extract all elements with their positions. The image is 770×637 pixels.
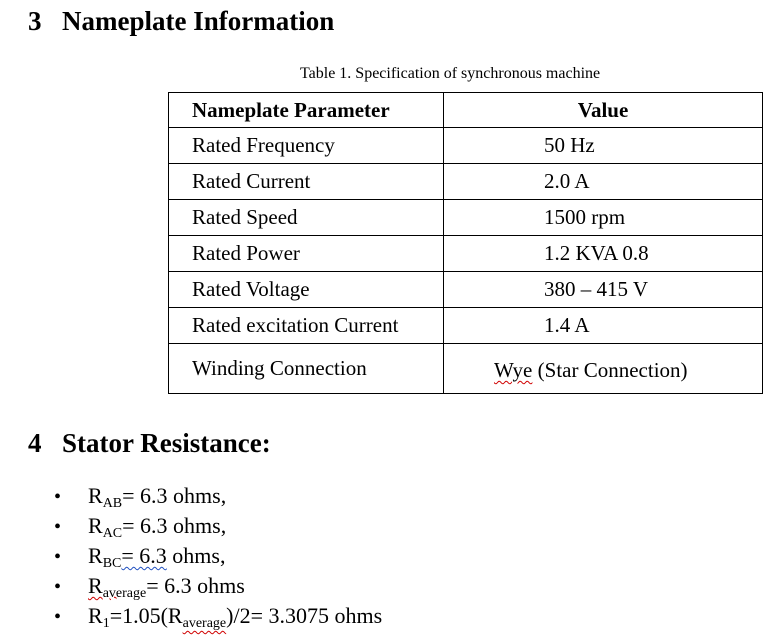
nameplate-table <box>168 92 763 394</box>
param-cell: Rated Power <box>169 236 444 272</box>
subscript: average <box>182 616 227 631</box>
spellcheck-word <box>88 573 147 601</box>
param-cell: Winding Connection <box>169 344 444 394</box>
value-cell: 1500 rpm <box>444 200 763 236</box>
param-cell: Rated Frequency <box>169 128 444 164</box>
section-number: 4 <box>28 428 42 458</box>
list-item <box>54 481 382 511</box>
param-cell: Rated Voltage <box>169 272 444 308</box>
symbol: R <box>88 603 103 628</box>
list-item <box>54 511 382 541</box>
value-cell: 2.0 A <box>444 164 763 200</box>
section-number: 3 <box>28 6 42 36</box>
symbol: R <box>88 573 103 598</box>
table-row <box>169 200 763 236</box>
value-cell <box>444 344 763 394</box>
bullet-icon: • <box>54 606 62 628</box>
value-text: ohms, <box>166 543 226 568</box>
list-item <box>54 571 382 601</box>
value-cell: 380 – 415 V <box>444 272 763 308</box>
section-4-heading <box>28 428 271 459</box>
subscript: AC <box>102 526 123 541</box>
value-text: = 6.3 ohms <box>146 573 245 598</box>
section-title: Stator Resistance: <box>62 428 271 458</box>
table-row <box>169 272 763 308</box>
list-item <box>54 541 382 571</box>
param-cell: Rated Speed <box>169 200 444 236</box>
header-value: Value <box>444 93 763 128</box>
value-text: )/2= 3.3075 ohms <box>226 603 383 628</box>
value-text: =1.05(R <box>109 603 183 628</box>
table-caption: Table 1. Specification of synchronous machine <box>300 65 601 82</box>
table-row <box>169 164 763 200</box>
param-cell: Rated excitation Current <box>169 308 444 344</box>
bullet-icon: • <box>54 546 62 568</box>
table-row <box>169 308 763 344</box>
bullet-icon: • <box>54 516 62 538</box>
value-cell: 1.2 KVA 0.8 <box>444 236 763 272</box>
grammar-flagged-text: = 6.3 <box>121 543 167 568</box>
subscript: AB <box>102 496 123 511</box>
subscript: 1 <box>102 616 110 631</box>
header-parameter: Nameplate Parameter <box>169 93 444 128</box>
symbol: R <box>88 543 103 568</box>
value-text: = 6.3 ohms, <box>122 513 227 538</box>
table-row <box>169 236 763 272</box>
table-row <box>169 344 763 394</box>
section-title: Nameplate Information <box>62 6 335 36</box>
value-text: = 6.3 ohms, <box>122 483 227 508</box>
subscript: BC <box>102 556 122 571</box>
resistance-list <box>54 481 382 631</box>
value-cell: 1.4 A <box>444 308 763 344</box>
table-row <box>169 128 763 164</box>
bullet-icon: • <box>54 486 62 508</box>
value-cell: 50 Hz <box>444 128 763 164</box>
bullet-icon: • <box>54 576 62 598</box>
symbol: R <box>88 483 103 508</box>
subscript: average <box>102 586 147 601</box>
section-3-heading <box>28 6 334 37</box>
value-rest: (Star Connection) <box>532 358 688 382</box>
spellcheck-word: Wye <box>494 358 533 382</box>
symbol: R <box>88 513 103 538</box>
list-item <box>54 601 382 631</box>
table-header-row <box>169 93 763 128</box>
param-cell: Rated Current <box>169 164 444 200</box>
